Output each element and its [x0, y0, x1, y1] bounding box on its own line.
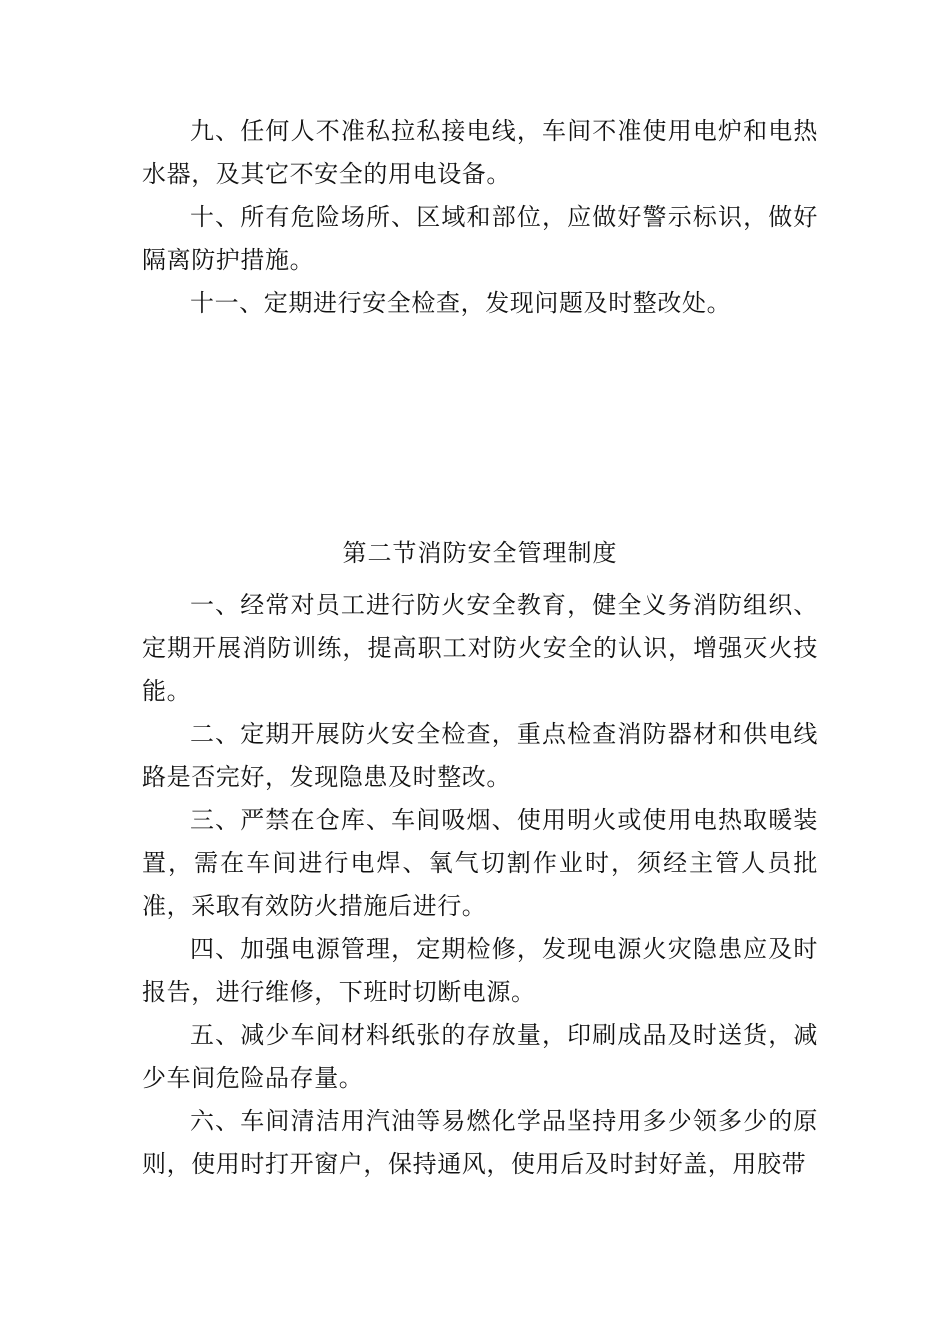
- fire-rule-item-6: 六、车间清洁用汽油等易燃化学品坚持用多少领多少的原则，使用时打开窗户，保持通风，使用后及时封好盖，用胶带: [142, 1107, 818, 1178]
- rule-item-11: 十一、定期进行安全检查，发现问题及时整改处。: [190, 289, 732, 317]
- fire-rule-item-3: 三、严禁在仓库、车间吸烟、使用明火或使用电热取暖装置，需在车间进行电焊、氧气切割作业时，须经主管人员批准，采取有效防火措施后进行。: [142, 806, 818, 920]
- fire-rule-item-4: 四、加强电源管理，定期检修，发现电源火灾隐患应及时报告，进行维修，下班时切断电源。: [142, 935, 818, 1006]
- fire-rule-item-1: 一、经常对员工进行防火安全教育，健全义务消防组织、定期开展消防训练，提高职工对防火安全的认识，增强灭火技能。: [142, 591, 818, 705]
- section-title: 第二节消防安全管理制度: [342, 539, 618, 567]
- rule-item-9: 九、任何人不准私拉私接电线，车间不准使用电炉和电热水器，及其它不安全的用电设备。: [142, 117, 818, 188]
- fire-rule-item-5: 五、减少车间材料纸张的存放量，印刷成品及时送货，减少车间危险品存量。: [142, 1021, 818, 1092]
- rule-item-10: 十、所有危险场所、区域和部位，应做好警示标识，做好隔离防护措施。: [142, 203, 818, 274]
- fire-rule-item-2: 二、定期开展防火安全检查，重点检查消防器材和供电线路是否完好，发现隐患及时整改。: [142, 720, 818, 791]
